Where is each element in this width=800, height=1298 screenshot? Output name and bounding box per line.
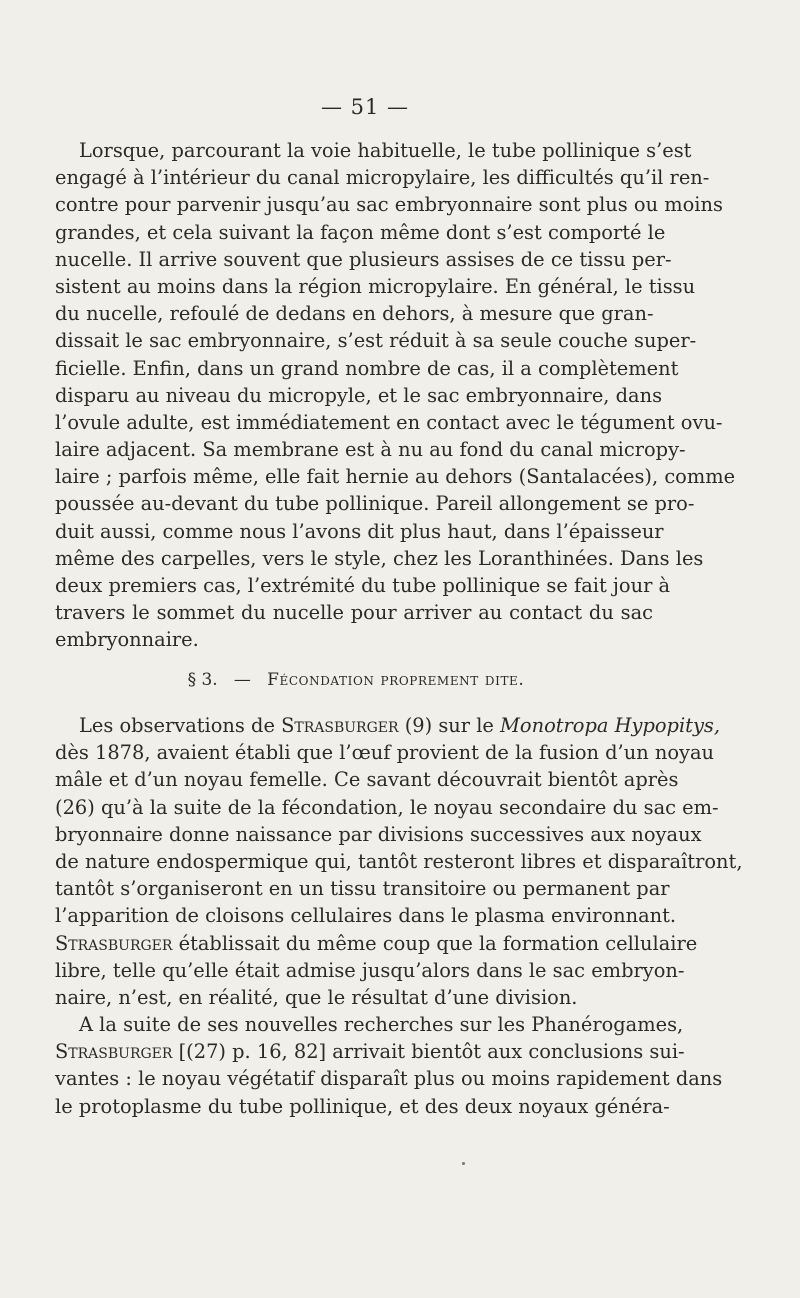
text-line: naire, n’est, en réalité, que le résultat d’une division.	[55, 985, 578, 1009]
paper-speck	[462, 1162, 465, 1165]
section-dash: —	[233, 670, 251, 690]
section-title: Fécondation proprement dite.	[267, 670, 525, 690]
text-line: vantes : le noyau végétatif disparaît plus ou moins rapidement dans	[55, 1067, 723, 1091]
paragraph-1	[55, 137, 736, 654]
section-heading	[0, 670, 712, 690]
text-line: deux premiers cas, l’extrémité du tube pollinique se fait jour à	[55, 574, 671, 597]
text-line: embryonnaire.	[55, 628, 199, 652]
text-line: nucelle. Il arrive souvent que plusieurs assises de ce tissu per-	[55, 247, 672, 271]
text-line: dissait le sac embryonnaire, s’est réduit à sa seule couche super-	[55, 329, 697, 353]
text-span: [(27) p. 16, 82] arrivait bientôt aux conclusions sui-	[172, 1040, 685, 1064]
text-line: l’apparition de cloisons cellulaires dans le plasma environnant.	[55, 904, 677, 928]
page-number: — 51 —	[320, 95, 410, 119]
text-line: poussée au-devant du tube pollinique. Pareil allongement se pro-	[55, 492, 695, 516]
text-line	[55, 930, 698, 957]
text-line: (26) qu’à la suite de la fécondation, le noyau secondaire du sac em-	[55, 795, 719, 819]
text-line: l’ovule adulte, est immédiatement en contact avec le tégument ovu-	[55, 410, 723, 434]
text-line	[55, 1038, 685, 1065]
text-line: duit aussi, comme nous l’avons dit plus haut, dans l’épaisseur	[55, 519, 664, 543]
text-line: grandes, et cela suivant la façon même dont s’est comporté le	[55, 220, 666, 244]
text-line: ficielle. Enfin, dans un grand nombre de cas, il a complètement	[55, 356, 679, 380]
text-line: sistent au moins dans la région micropylaire. En général, le tissu	[55, 274, 696, 298]
paragraph-2	[55, 712, 743, 1120]
text-line: engagé à l’intérieur du canal micropylaire, les difficultés qu’il ren-	[55, 166, 710, 190]
text-line: laire adjacent. Sa membrane est à nu au fond du canal micropy-	[55, 438, 686, 462]
text-span: établissait du même coup que la formation cellulaire	[172, 931, 698, 955]
text-span: (9) sur le	[398, 714, 501, 737]
text-line: du nucelle, refoulé de dedans en dehors, à mesure que gran-	[55, 302, 654, 326]
text-line: travers le sommet du nucelle pour arriver au contact du sac	[55, 601, 653, 625]
author-name: Strasburger	[281, 714, 399, 737]
author-name: Strasburger	[55, 1040, 173, 1064]
text-span: Les observations de	[79, 714, 282, 737]
text-line: mâle et d’un noyau femelle. Ce savant découvrait bientôt après	[55, 768, 679, 792]
text-line: laire ; parfois même, elle fait hernie au dehors (Santalacées), comme	[55, 465, 736, 489]
text-line: Lorsque, parcourant la voie habituelle, le tube pollinique s’est	[79, 139, 692, 162]
text-line: dès 1878, avaient établi que l’œuf provient de la fusion d’un noyau	[55, 741, 715, 765]
species-name: Monotropa Hypopitys,	[500, 714, 721, 737]
text-line: de nature endospermique qui, tantôt resteront libres et disparaîtront,	[55, 849, 743, 873]
text-line: contre pour parvenir jusqu’au sac embryonnaire sont plus ou moins	[55, 193, 723, 217]
text-line: bryonnaire donne naissance par divisions successives aux noyaux	[55, 822, 702, 846]
author-name: Strasburger	[55, 931, 173, 955]
text-line: tantôt s’organiseront en un tissu transitoire ou permanent par	[55, 877, 670, 901]
text-line	[55, 712, 721, 739]
text-line: libre, telle qu’elle était admise jusqu’alors dans le sac embryon-	[55, 958, 685, 982]
section-number: § 3.	[187, 670, 218, 690]
text-line: le protoplasme du tube pollinique, et des deux noyaux généra-	[55, 1094, 670, 1118]
text-line: A la suite de ses nouvelles recherches sur les Phanérogames,	[79, 1013, 684, 1037]
text-line: même des carpelles, vers le style, chez les Loranthinées. Dans les	[55, 546, 704, 570]
text-line: disparu au niveau du micropyle, et le sac embryonnaire, dans	[55, 383, 663, 407]
